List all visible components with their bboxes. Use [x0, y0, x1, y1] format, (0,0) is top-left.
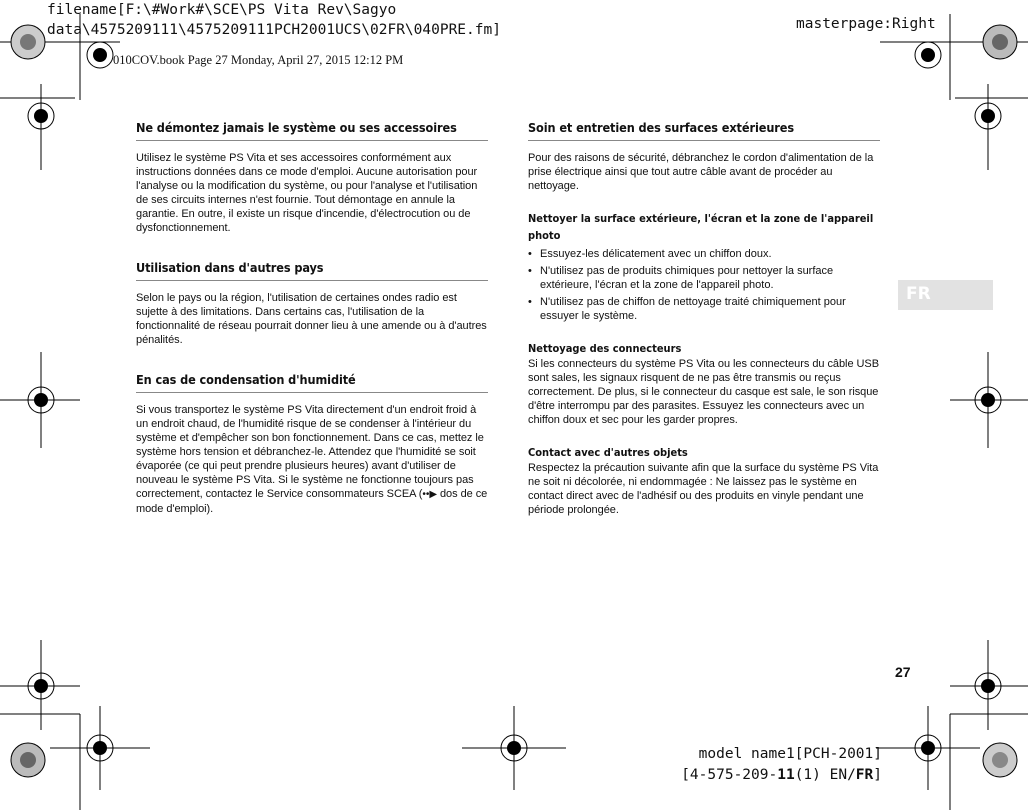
- registration-target-icon: [921, 48, 935, 62]
- registration-target-icon: [981, 393, 995, 407]
- left-column: [136, 120, 488, 516]
- section-intro: Pour des raisons de sécurité, débranchez le cordon d'alimentation de la prise électrique ainsi que tout autre câble avant de procéder au nettoyage.: [528, 152, 874, 192]
- page-number: 27: [895, 664, 911, 680]
- header-filename-line1: filename[F:\#Work#\SCE\PS Vita Rev\Sagyo: [47, 2, 397, 18]
- registration-target-icon: [981, 109, 995, 123]
- footer-code-mid: (1) EN/: [794, 767, 856, 783]
- color-wheel-icon: [11, 25, 45, 59]
- subsection-body: Si les connecteurs du système PS Vita ou les connecteurs du câble USB sont sales, les signaux risquent de ne pas être transmis ou reçus correctement. De plus, si le connecteur du casque est sale, le son risque d'être interrompu par des parasites. Essuyez les connecteurs avec un chiffon doux et sec pour les garder propres.: [528, 358, 879, 426]
- list-item: • N'utilisez pas de produits chimiques pour nettoyer la surface extérieure, l'écran et la zone de l'appareil photo.: [528, 264, 880, 292]
- footer-code: [681, 765, 882, 786]
- section-body-text: Si vous transportez le système PS Vita directement d'un endroit froid à un endroit chaud, de l'humidité risque de se condenser à l'intérieur du système et d'empêcher son bon fonctionnement. Dans ce cas, mettez le système hors tension et débranchez-le. Attendez que l'humidité se soit évaporée (ce qui peut prendre plusieurs heures) avant d'utiliser de nouveau le système PS Vita. Si le système ne fonctionne toujours pas correctement, contactez le Service consommateurs SCEA (: [136, 404, 484, 500]
- header-filename-line2: data\4575209111\4575209111PCH2001UCS\02FR\040PRE.fm]: [47, 22, 501, 38]
- footer-code-end: ]: [873, 767, 882, 783]
- subsection-title: Nettoyer la surface extérieure, l'écran et la zone de l'appareil photo: [528, 212, 874, 242]
- subsection-body: Respectez la précaution suivante afin que la surface du système PS Vita ne soit ni décolorée, ni endommagée : Ne laissez pas le système en contact direct avec de l'adhésif ou des produits en vinyle pendant une période prolongée.: [528, 462, 879, 516]
- header-masterpage: masterpage:Right: [796, 16, 936, 32]
- section-title: Soin et entretien des surfaces extérieures: [528, 120, 880, 141]
- registration-target-icon: [93, 48, 107, 62]
- arrow-reference-icon: ••▶: [422, 489, 437, 500]
- section-body: [136, 403, 488, 516]
- header-book-info: 010COV.book Page 27 Monday, April 27, 2015 12:12 PM: [113, 53, 404, 67]
- footer-code-bold: 11: [777, 767, 795, 783]
- list-item-text: N'utilisez pas de produits chimiques pour nettoyer la surface extérieure, l'écran et la zone de l'appareil photo.: [540, 265, 834, 291]
- section-title: En cas de condensation d'humidité: [136, 372, 488, 393]
- subsection-title: Nettoyage des connecteurs: [528, 342, 682, 355]
- footer-model: [681, 744, 882, 786]
- footer-code-lang: FR: [855, 767, 874, 783]
- section-body: Selon le pays ou la région, l'utilisation de certaines ondes radio est sujette à des limitations. Dans certains cas, l'utilisation de la fonctionnalité de réseau pourrait donner lieu à une amende ou à d'autres pénalités.: [136, 292, 487, 346]
- subsection-title: Contact avec d'autres objets: [528, 446, 688, 459]
- right-column: [528, 120, 880, 517]
- registration-target-icon: [34, 109, 48, 123]
- color-wheel-icon: [983, 743, 1017, 777]
- registration-target-icon: [34, 679, 48, 693]
- section-body-text-end: dos de ce mode d'emploi).: [136, 488, 488, 515]
- section-title: Utilisation dans d'autres pays: [136, 260, 488, 281]
- color-wheel-icon: [983, 25, 1017, 59]
- registration-target-icon: [921, 741, 935, 755]
- registration-target-icon: [981, 679, 995, 693]
- registration-target-icon: [93, 741, 107, 755]
- language-tab: [898, 280, 993, 310]
- list-item-text: N'utilisez pas de chiffon de nettoyage traité chimiquement pour essuyer le système.: [540, 296, 846, 322]
- registration-target-icon: [34, 393, 48, 407]
- footer-code-prefix: [4-575-209-: [681, 767, 778, 783]
- footer-model-line: model name1[PCH-2001]: [698, 746, 882, 762]
- section-body: Utilisez le système PS Vita et ses accessoires conformément aux instructions données dans ce mode d'emploi. Aucune autorisation pour l'analyse ou la modification du système, ou pour l'analyse et l'utilisation de ses circuits internes n'est fournie. Tout démontage en annule la garantie. En outre, il existe un risque d'incendie, d'électrocution ou de dysfonctionnement.: [136, 152, 478, 234]
- color-wheel-icon: [11, 743, 45, 777]
- list-item: • N'utilisez pas de chiffon de nettoyage traité chimiquement pour essuyer le système.: [528, 295, 880, 323]
- section-title: Ne démontez jamais le système ou ses accessoires: [136, 120, 488, 141]
- list-item: • Essuyez-les délicatement avec un chiffon doux.: [528, 248, 772, 260]
- header-filename: [47, 0, 501, 40]
- registration-target-icon: [507, 741, 521, 755]
- language-tab-label: FR: [906, 284, 931, 304]
- list-item-text: Essuyez-les délicatement avec un chiffon doux.: [540, 248, 772, 260]
